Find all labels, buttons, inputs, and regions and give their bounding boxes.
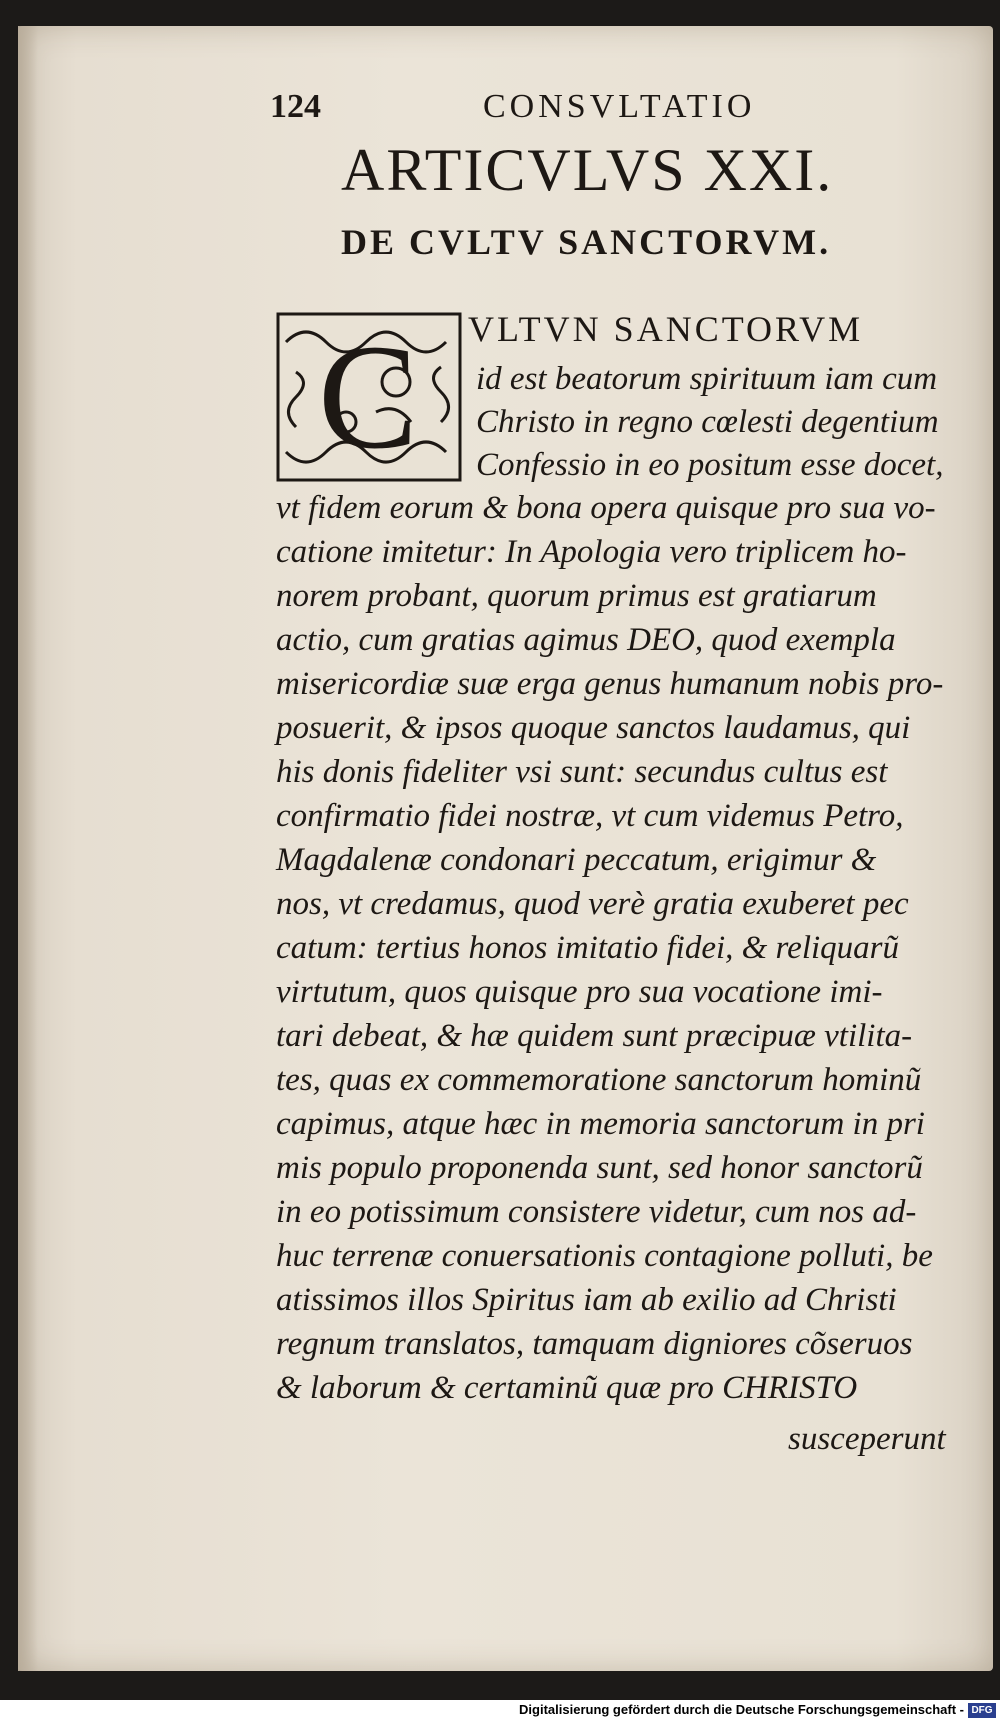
body-line: tes, quas ex commemoratione sanctorum hominũ — [276, 1062, 922, 1098]
body-line: huc terrenæ conuersationis contagione polluti, be — [276, 1238, 933, 1274]
body-line: posuerit, & ipsos quoque sanctos laudamus, qui — [276, 710, 911, 746]
book-page — [18, 26, 993, 1671]
body-line: confirmatio fidei nostræ, vt cum videmus Petro, — [276, 798, 904, 834]
body-line: regnum translatos, tamquam digniores cõseruos — [276, 1326, 913, 1362]
indented-line-1: id est beatorum spirituum iam cum — [476, 361, 938, 397]
body-line: actio, cum gratias agimus DEO, quod exempla — [276, 622, 896, 658]
article-title: ARTICVLVS XXI. — [341, 137, 834, 203]
body-line: & laborum & certaminũ quæ pro CHRISTO — [276, 1370, 858, 1406]
body-line: tari debeat, & hæ quidem sunt præcipuæ vtilita- — [276, 1018, 913, 1054]
body-line: virtutum, quos quisque pro sua vocatione imi- — [276, 974, 883, 1010]
catchword: susceperunt — [788, 1421, 946, 1457]
running-head: CONSVLTATIO — [483, 88, 756, 125]
body-line: atissimos illos Spiritus iam ab exilio ad Christi — [276, 1282, 897, 1318]
body-line: vt fidem eorum & bona opera quisque pro sua vo- — [276, 490, 936, 526]
decorated-initial-c-icon — [276, 312, 462, 482]
section-title: DE CVLTV SANCTORVM. — [341, 222, 832, 262]
body-line: in eo potissimum consistere videtur, cum nos ad- — [276, 1194, 917, 1230]
footer-credit: Digitalisierung gefördert durch die Deutsche Forschungsgemeinschaft - — [519, 1702, 964, 1717]
digitization-footer — [0, 1700, 1000, 1722]
indented-line-3: Confessio in eo positum esse docet, — [476, 447, 944, 483]
body-line: his donis fideliter vsi sunt: secundus cultus est — [276, 754, 888, 790]
page-number: 124 — [270, 88, 321, 125]
body-line: catione imitetur: In Apologia vero triplicem ho- — [276, 534, 907, 570]
dfg-logo-icon: DFG — [968, 1703, 996, 1718]
indented-line-2: Christo in regno cœlesti degentium — [476, 404, 939, 440]
body-line: Magdalenæ condonari peccatum, erigimur & — [276, 842, 877, 878]
svg-text:C: C — [317, 314, 419, 480]
opening-line: VLTVN SANCTORVM — [468, 309, 864, 349]
body-line: misericordiæ suæ erga genus humanum nobis pro- — [276, 666, 944, 702]
body-line: nos, vt credamus, quod verè gratia exuberet pec — [276, 886, 909, 922]
body-line: norem probant, quorum primus est gratiarum — [276, 578, 877, 614]
body-line: catum: tertius honos imitatio fidei, & reliquarũ — [276, 930, 900, 966]
body-line: capimus, atque hæc in memoria sanctorum in pri — [276, 1106, 925, 1142]
body-line: mis populo proponenda sunt, sed honor sanctorũ — [276, 1150, 923, 1186]
